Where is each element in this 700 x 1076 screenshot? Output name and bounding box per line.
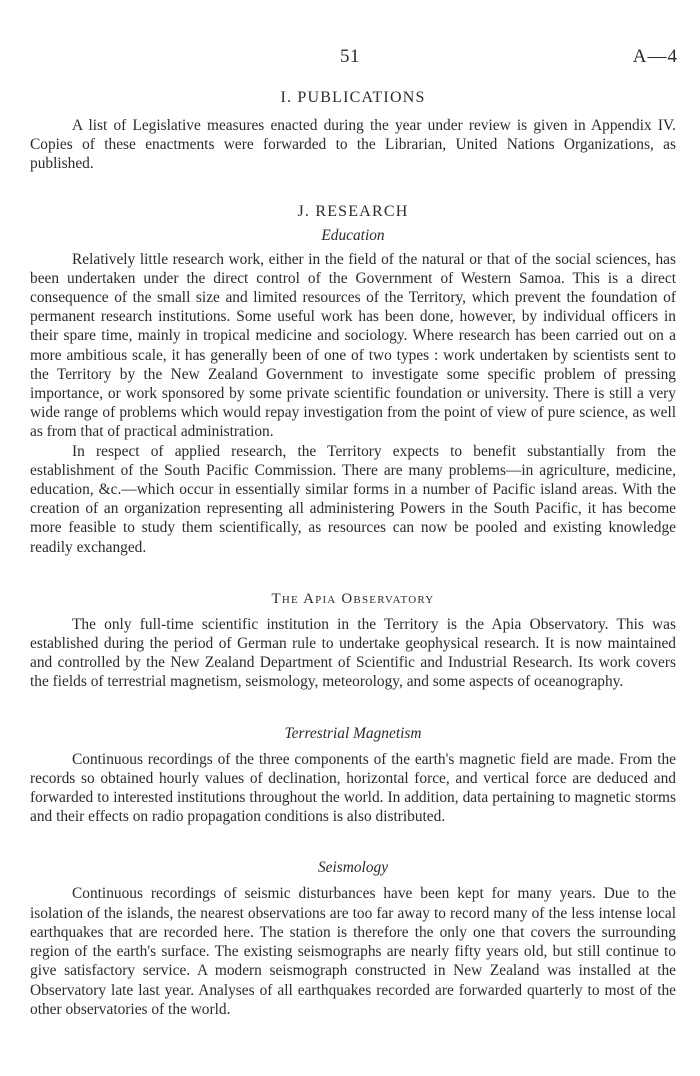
subheading-apia-observatory: The Apia Observatory [271, 590, 435, 607]
document-code: A—4 [632, 46, 678, 67]
magnetism-paragraph: Continuous recordings of the three components of the earth's magnetic field are made. From the records so obtained hourly values of declination, horizontal force, and vertical force are deduced and forwarded to interested institutions throughout the world. In addition, data pertaining to magnetic storms and their effects on radio propagation conditions is also distributed. [30, 750, 676, 826]
seismology-paragraph: Continuous recordings of seismic disturbances have been kept for many years. Due to the isolation of the islands, the nearest observations are too far away to record many of the less intense local earthquakes that are recorded here. The station is therefore the only one that covers the surrounding region of the earth's surface. The existing seismographs are nearly fifty years old, but still continue to give satisfactory service. A modern seismograph constructed in New Zealand was installed at the Observatory late last year. Analyses of all earthquakes recorded are forwarded quarterly to most of the other observatories of the world. [30, 885, 676, 1018]
publications-paragraph: A list of Legislative measures enacted during the year under review is given in Appendix IV. Copies of these enactments were forwarded to the Librarian, United Nations Organizations, as published. [30, 117, 676, 173]
research-paragraph-1: Relatively little research work, either in the field of the natural or that of the social sciences, has been undertaken under the direct control of the Government of Western Samoa. This is a direct consequence of the small size and limited resources of the Territory, which prevent the foundation of permanent research institutions. Some useful work has been done, however, by individual officers in their spare time, mainly in tropical medicine and sociology. Where research has been carried out on a more ambitious scale, it has generally been of one of two types : work undertaken by scientists sent to the Territory by the New Zealand Government to investigate some specific problem of pressing importance, or work sponsored by some private scientific foundation or university. There is still a very wide range of problems which would repay investigation from the point of view of pure science, as well as from that of practical administration. [30, 250, 676, 441]
subheading-terrestrial-magnetism: Terrestrial Magnetism [284, 724, 422, 742]
page-header [0, 46, 700, 70]
page-content [30, 88, 676, 1019]
page-number: 51 [340, 46, 360, 67]
research-paragraph-2: In respect of applied research, the Territory expects to benefit substantially from the establishment of the South Pacific Commission. There are many problems—in agriculture, medicine, education, &c.—which occur in essentially similar forms in a number of Pacific island areas. With the creation of an organization representing all administering Powers in the South Pacific, it has become more feasible to study them scientifically, as resources can now be pooled and existing knowledge readily exchanged. [30, 442, 676, 556]
subheading-seismology: Seismology [317, 859, 389, 877]
observatory-paragraph: The only full-time scientific institution in the Territory is the Apia Observatory. This was established during the period of German rule to undertake geophysical research. It is now maintained and controlled by the New Zealand Department of Scientific and Industrial Research. Its work covers the fields of terrestrial magnetism, seismology, meteorology, and some aspects of oceanography. [30, 615, 676, 691]
section-heading-research: J. RESEARCH [297, 202, 409, 220]
section-heading-publications: I. PUBLICATIONS [280, 89, 426, 106]
subheading-education: Education [321, 226, 385, 244]
